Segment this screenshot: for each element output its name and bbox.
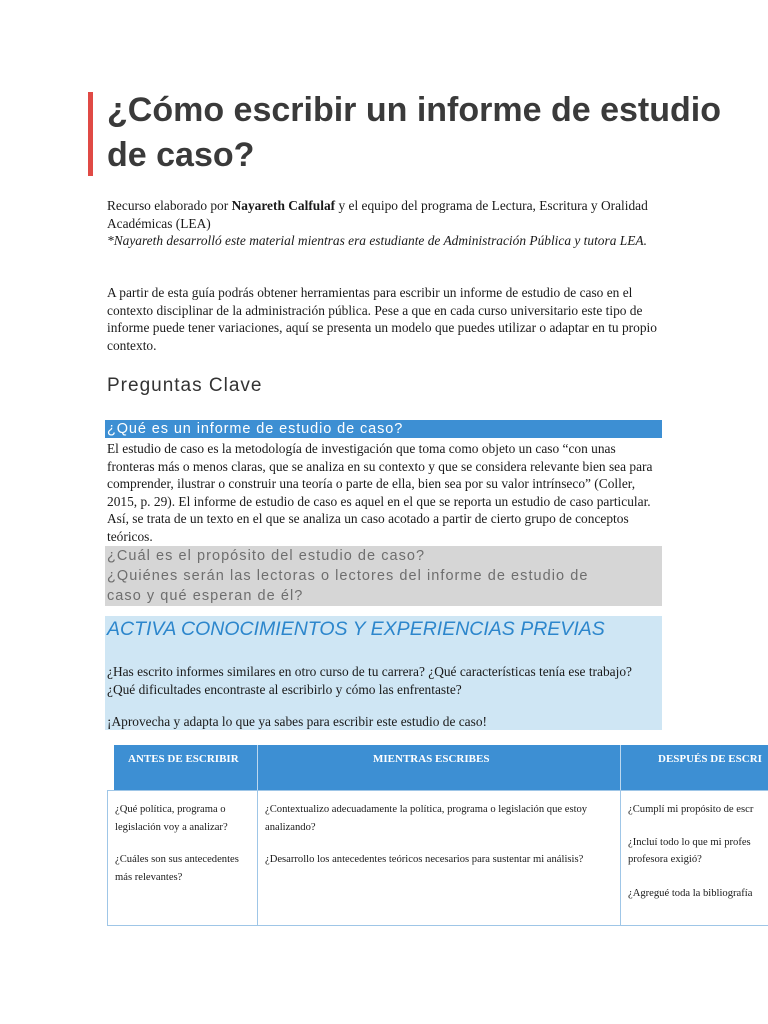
activa-call: ¡Aprovecha y adapta lo que ya sabes para escribir este estudio de caso!	[107, 714, 487, 729]
header-despues: DESPUÉS DE ESCRI	[658, 753, 762, 765]
question-heading: ¿Qué es un informe de estudio de caso?	[105, 420, 662, 438]
header-mientras: MIENTRAS ESCRIBES	[373, 753, 490, 765]
title-accent-bar	[88, 92, 93, 176]
despues-item: ¿Agregué toda la bibliografía	[628, 888, 753, 899]
activa-title: ACTIVA CONOCIMIENTOS Y EXPERIENCIAS PREVIAS	[107, 618, 605, 640]
credit-line	[107, 197, 667, 232]
purpose-question: ¿Cuál es el propósito del estudio de caso?	[107, 548, 426, 564]
question-answer: El estudio de caso es la metodología de investigación que toma como objeto un caso “con unas fronteras más o menos claras, que se analiza en su contexto y que se considera relevante bien sea para comprender, ilustrar o construir una teoría o parte de ella, bien sea por su valor intrínseco” (Coller, 2015, p. 29). El informe de estudio de caso es aquel en el que se reporta un estudio de caso particular. Así, se trata de un texto en el que se analiza un caso acotado a partir de cierto grupo de conceptos teóricos.	[107, 441, 653, 544]
intro-paragraph: A partir de esta guía podrás obtener herramientas para escribir un informe de estudio de caso en el contexto disciplinar de la administración pública. Pese a que en cada curso universitario este tipo de informe puede tener variaciones, aquí se presenta un modelo que puedes utilizar o adaptar en tu propio contexto.	[107, 285, 657, 353]
readers-question-line2: caso y qué esperan de él?	[107, 588, 304, 604]
despues-item: ¿Cumplí mi propósito de escr	[628, 804, 754, 815]
despues-item: ¿Incluí todo lo que mi profes	[628, 837, 751, 848]
credit-prefix: Recurso elaborado por	[107, 198, 232, 213]
column-divider	[620, 790, 621, 926]
credit-suffix: y el equipo del programa de Lectura, Escritura y Oralidad Académicas (LEA)	[107, 198, 648, 231]
column-divider	[257, 790, 258, 926]
header-antes: ANTES DE ESCRIBIR	[128, 753, 239, 765]
credit-note: *Nayareth desarrolló este material mientras era estudiante de Administración Pública y tutora LEA.	[107, 233, 647, 248]
mientras-item: ¿Contextualizo adecuadamente la política, programa o legislación que estoy analizando?	[265, 804, 588, 833]
header-divider	[257, 745, 258, 790]
section-title: Preguntas Clave	[107, 375, 263, 396]
despues-item: profesora exigió?	[628, 854, 702, 865]
antes-item: ¿Qué política, programa o legislación voy a analizar?	[115, 804, 228, 833]
header-divider	[620, 745, 621, 790]
activa-question: ¿Has escrito informes similares en otro curso de tu carrera? ¿Qué características tenía ese trabajo? ¿Qué dificultades encontraste al escribirlo y cómo las enfrentaste?	[107, 664, 632, 697]
credit-author: Nayareth Calfulaf	[231, 198, 336, 213]
table-header-row	[114, 745, 768, 790]
mientras-item: ¿Desarrollo los antecedentes teóricos necesarios para sustentar mi análisis?	[265, 854, 584, 865]
readers-question-line1: ¿Quiénes serán las lectoras o lectores del informe de estudio de	[107, 568, 589, 584]
antes-item: ¿Cuáles son sus antecedentes más relevantes?	[115, 854, 239, 883]
page-title: ¿Cómo escribir un informe de estudio de caso?	[107, 91, 721, 174]
